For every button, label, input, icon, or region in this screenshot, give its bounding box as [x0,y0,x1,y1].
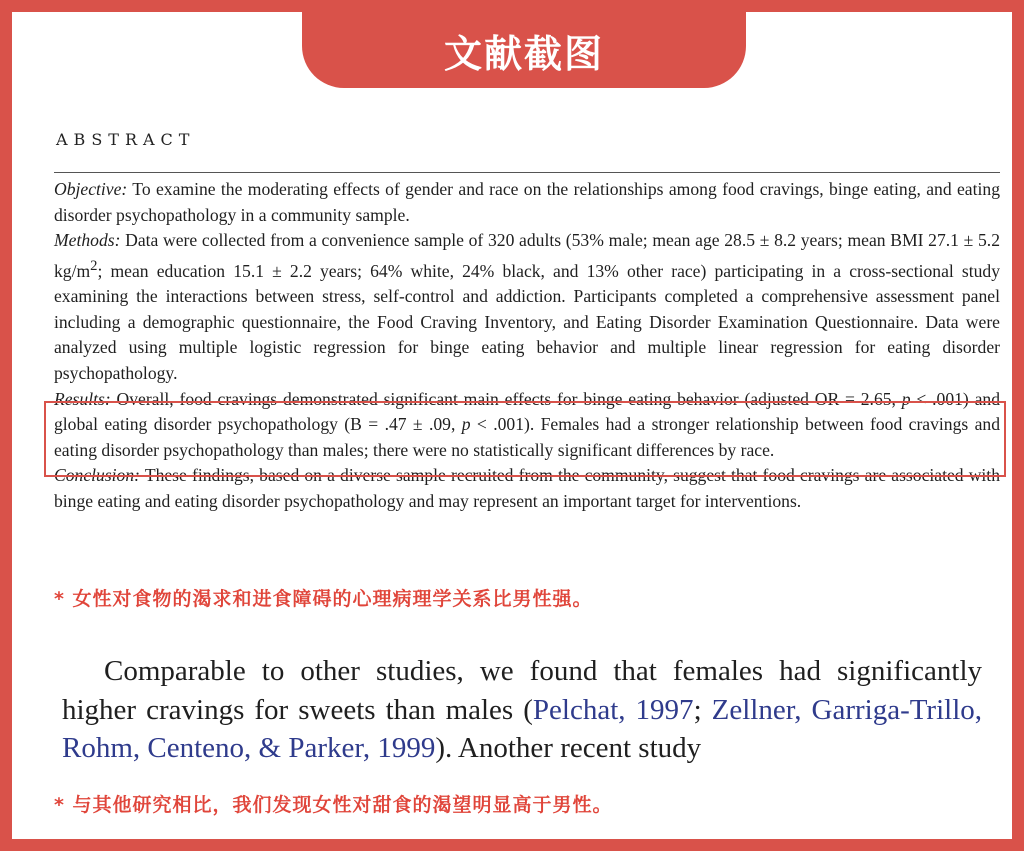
quote-text-1: Comparable to other studies, we found that females had significantly higher cravings for sweets than males ( [62,655,982,726]
results-p-symbol-1: p [901,388,911,409]
citation-separator: ; [693,693,712,726]
chinese-note-2: * 与其他研究相比，我们发现女性对甜食的渴望明显高于男性。 [54,794,613,816]
title-banner [302,12,746,88]
methods-label: Methods: [54,230,121,251]
methods-text-2: ; mean education 15.1 ± 2.2 years; 64% white, 24% black, and 13% other race) participating in a cross-sectional study examining the interactions between stress, self-control and addiction. Participants completed a comprehensive assessment panel including a demographic questionnaire, the Food Craving Inventory, and Eating Disorder Examination Questionnaire. Data were analyzed using multiple logistic regression for binge eating behavior and multiple linear regression for eating disorder psychopathology. [54,260,1000,384]
conclusion-text: These findings, based on a diverse sample recruited from the community, suggest that food cravings are associated with binge eating and eating disorder psychopathology and may represent an important target for interventions. [54,465,1000,511]
objective-text: To examine the moderating effects of gender and race on the relationships among food cravings, binge eating, and eating disorder psychopathology in a community sample. [54,179,1000,225]
citation-link-2[interactable]: Zellner, Garriga-Trillo, Rohm, Centeno, & Parker, 1999 [62,693,982,764]
quoted-excerpt [62,652,982,768]
citation-link-1[interactable]: Pelchat, 1997 [532,693,694,726]
objective-paragraph [54,177,1000,228]
methods-text-1: Data were collected from a convenience sample of 320 adults (53% male; mean age 28.5 ± 8.2 years; mean BMI 27.1 ± 5.2 kg/m [54,230,1000,281]
methods-superscript: 2 [90,257,98,274]
quote-text-2: ). Another recent study [435,732,702,764]
results-text-3: < .001). Females had a stronger relationship between food cravings and eating disorder psychopathology than males; there were no statistically significant differences by race. [54,414,1001,460]
methods-paragraph [54,228,1000,386]
content-card [12,12,1012,839]
chinese-note-1: * 女性对食物的渴求和进食障碍的心理病理学关系比男性强。 [54,588,593,610]
results-text-1: Overall, food cravings demonstrated significant main effects for binge eating behavior (adjusted OR = 2.65, [110,388,902,409]
objective-label: Objective: [54,179,128,199]
results-highlight-box [44,401,1006,477]
results-text-2: < .001) and global eating disorder psychopathology (B = .47 ± .09, [54,388,1000,435]
results-p-symbol-2: p [461,414,471,435]
abstract-heading: ABSTRACT [56,130,196,149]
heading-divider [54,172,1000,173]
banner-title: 文献截图 [443,31,604,76]
results-label: Results: [54,388,111,409]
conclusion-label: Conclusion: [54,465,141,486]
